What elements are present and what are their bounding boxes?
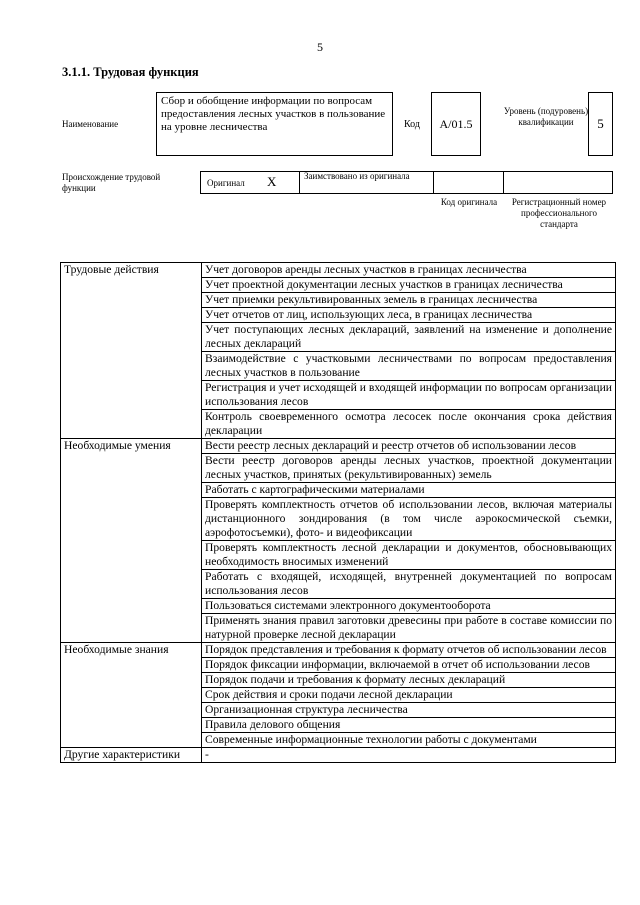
table-row — [61, 263, 616, 278]
item-cell: Проверять комплектность лесной декларации и документов, обосновывающих необходимость вносимых изменений — [202, 541, 616, 570]
item-cell: Пользоваться системами электронного документооборота — [202, 599, 616, 614]
item-cell: Работать с входящей, исходящей, внутренней документацией по вопросам использования лесов — [202, 570, 616, 599]
item-cell: Правила делового общения — [202, 718, 616, 733]
code-caption: Код оригинала — [440, 197, 498, 207]
item-cell: Порядок представления и требования к формату отчетов об использовании лесов — [202, 643, 616, 658]
item-cell: Контроль своевременного осмотра лесосек после окончания срока действия декларации — [202, 410, 616, 439]
item-cell: Учет отчетов от лиц, использующих леса, в границах лесничества — [202, 308, 616, 323]
category-cell: Другие характеристики — [61, 748, 202, 763]
original-code-cell — [434, 171, 504, 193]
item-cell: Порядок подачи и требования к формату лесных деклараций — [202, 673, 616, 688]
category-cell: Необходимые знания — [61, 643, 202, 748]
qualification-level: 5 — [588, 92, 613, 156]
reg-caption: Регистрационный номер профессионального стандарта — [511, 197, 607, 229]
reg-number-cell — [504, 171, 613, 193]
item-cell: Вести реестр договоров аренды лесных участков, проектной документации лесных участков, принятых (рекультивированных) земель — [202, 454, 616, 483]
item-cell: Учет договоров аренды лесных участков в границах лесничества — [202, 263, 616, 278]
item-cell: Современные информационные технологии работы с документами — [202, 733, 616, 748]
origin-label: Происхождение трудовой функции — [62, 172, 161, 193]
category-cell: Трудовые действия — [61, 263, 202, 439]
page-number: 5 — [317, 40, 323, 54]
origin-row — [200, 171, 613, 195]
function-name: Сбор и обобщение информации по вопросам предоставления лесных участков в пользование на уровне лесничества — [156, 92, 393, 156]
item-cell: Взаимодействие с участковыми лесничествами по вопросам предоставления лесных участков в пользование — [202, 352, 616, 381]
code-label: Код — [404, 119, 420, 130]
item-cell: Проверять комплектность отчетов об использовании лесов, включая материалы дистанционного зондирования (в том числе аэрокосмической съемки, аэрофотосъемки), фото- и видеофиксации — [202, 498, 616, 541]
item-cell: Учет поступающих лесных деклараций, заявлений на изменение и дополнение лесных деклараций — [202, 323, 616, 352]
original-mark: X — [267, 174, 277, 189]
item-cell: Учет проектной документации лесных участков в границах лесничества — [202, 278, 616, 293]
item-cell: Срок действия и сроки подачи лесной декларации — [202, 688, 616, 703]
borrowed-cell — [300, 171, 434, 193]
section-heading: 3.1.1. Трудовая функция — [62, 65, 199, 79]
original-cell — [200, 171, 300, 193]
item-cell: Организационная структура лесничества — [202, 703, 616, 718]
table-row — [61, 643, 616, 658]
item-cell: - — [202, 748, 616, 763]
item-cell: Работать с картографическими материалами — [202, 483, 616, 498]
category-cell: Необходимые умения — [61, 439, 202, 643]
item-cell: Вести реестр лесных деклараций и реестр отчетов об использовании лесов — [202, 439, 616, 454]
function-code: А/01.5 — [431, 92, 481, 156]
item-cell: Регистрация и учет исходящей и входящей информации по вопросам организации использования лесов — [202, 381, 616, 410]
item-cell: Порядок фиксации информации, включаемой в отчет об использовании лесов — [202, 658, 616, 673]
name-label: Наименование — [62, 119, 119, 129]
original-label: Оригинал — [207, 178, 245, 188]
item-cell: Применять знания правил заготовки древесины при работе в составе комиссии по натурной проверке лесной декларации — [202, 614, 616, 643]
table-row — [61, 748, 616, 763]
function-table — [60, 262, 616, 763]
item-cell: Учет приемки рекультивированных земель в границах лесничества — [202, 293, 616, 308]
borrowed-label: Заимствовано из оригинала — [304, 171, 410, 181]
table-row — [61, 439, 616, 454]
level-label: Уровень (подуровень) квалификации — [503, 106, 589, 127]
